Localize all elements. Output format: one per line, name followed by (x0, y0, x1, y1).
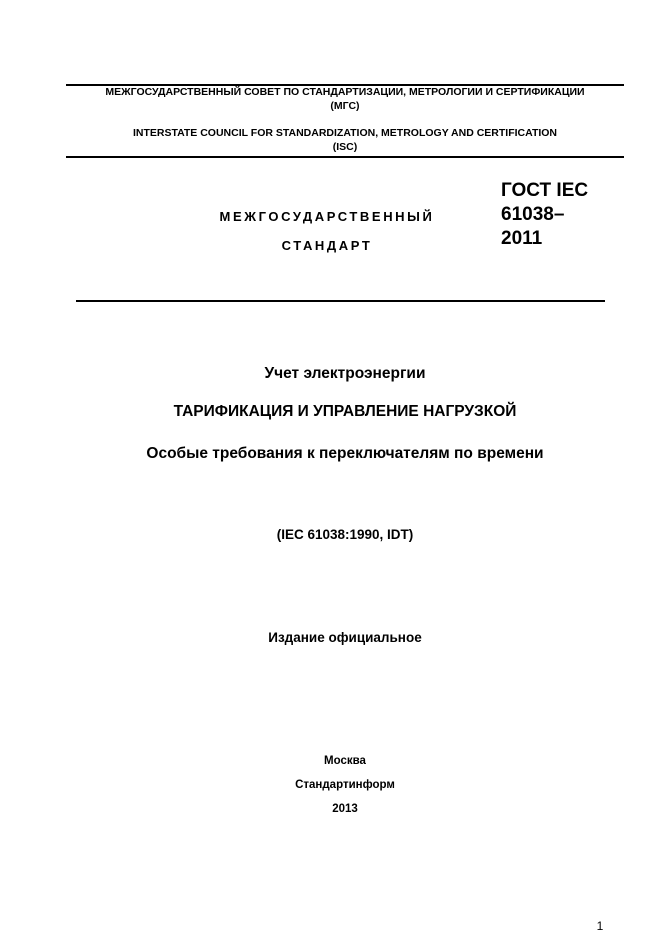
page-number: 1 (596, 919, 604, 933)
standard-kind-line1: МЕЖГОСУДАРСТВЕННЫЙ (219, 209, 435, 224)
imprint-publisher: Стандартинформ (295, 779, 395, 791)
title-subject: Учет электроэнергии (264, 365, 426, 382)
imprint-year: 2013 (332, 803, 358, 815)
council-abbr-en: (ISC) (332, 141, 358, 153)
council-name-en: INTERSTATE COUNCIL FOR STANDARDIZATION, METROLOGY AND CERTIFICATION (132, 127, 558, 139)
edition-label: Издание официальное (268, 630, 422, 645)
standard-kind-line2: СТАНДАРТ (281, 238, 373, 253)
council-abbr-ru: (МГС) (330, 100, 360, 112)
designation-line2: 61038– (501, 204, 565, 225)
iec-reference: (IEC 61038:1990, IDT) (276, 527, 414, 542)
title-main: ТАРИФИКАЦИЯ И УПРАВЛЕНИЕ НАГРУЗКОЙ (173, 403, 517, 420)
designation-line3: 2011 (501, 228, 543, 249)
header-bottom-rule (66, 156, 624, 158)
council-name-ru: МЕЖГОСУДАРСТВЕННЫЙ СОВЕТ ПО СТАНДАРТИЗАЦИИ, МЕТРОЛОГИИ И СЕРТИФИКАЦИИ (105, 86, 585, 98)
imprint-city: Москва (324, 755, 366, 767)
designation-line1: ГОСТ IEC (501, 180, 589, 201)
title-separator-rule (76, 300, 605, 302)
title-subtitle: Особые требования к переключателям по времени (146, 445, 544, 462)
standard-designation (501, 179, 631, 251)
